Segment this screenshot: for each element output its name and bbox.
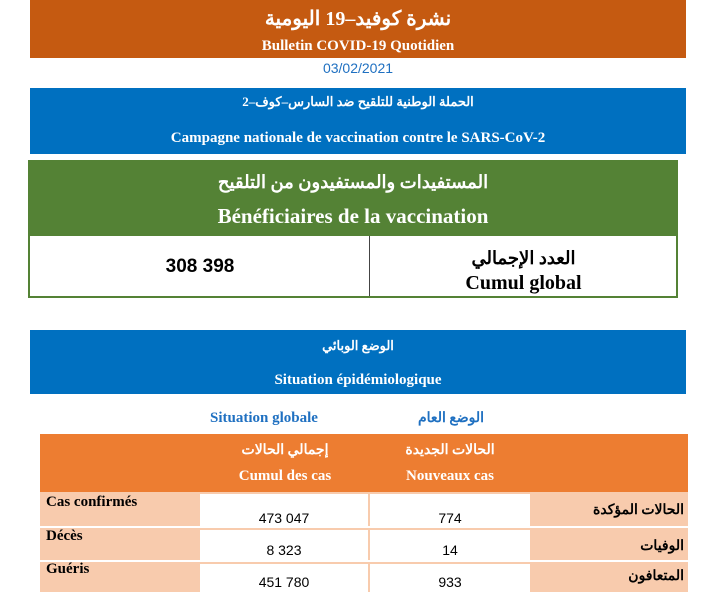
campaign-title-arabic: الحملة الوطنية للتلقيح ضد السارس–كوف–2: [242, 94, 474, 109]
row-new-value: 933: [438, 574, 462, 590]
row-label-french: Guéris: [46, 561, 90, 577]
epidemiological-title-arabic: الوضع الوبائي: [322, 338, 394, 353]
row-label-french: Cas confirmés: [46, 494, 138, 510]
beneficiaries-title-arabic: المستفيدات والمستفيدون من التلقيح: [217, 172, 489, 192]
beneficiaries-total-value: 308 398: [165, 256, 235, 277]
row-label-arabic: المتعافون: [628, 569, 684, 584]
row-cumul-value: 8 323: [266, 542, 302, 558]
bulletin-date: 03/02/2021: [322, 60, 394, 76]
column-new-french: Nouveaux cas: [406, 468, 494, 484]
global-situation-arabic: الوضع العام: [418, 411, 485, 426]
row-label-arabic: الحالات المؤكدة: [593, 503, 684, 518]
beneficiaries-total-label-french: Cumul global: [465, 272, 582, 294]
row-new-value: 14: [442, 542, 458, 558]
row-new-value: 774: [438, 510, 462, 526]
row-label-french: Décès: [46, 528, 83, 544]
beneficiaries-title-french: Bénéficiaires de la vaccination: [217, 204, 489, 228]
column-new-arabic: الحالات الجديدة: [405, 443, 495, 458]
column-cumul-arabic: إجمالي الحالات: [241, 443, 329, 458]
campaign-title-french: Campagne nationale de vaccination contre le SARS-CoV-2: [170, 130, 546, 146]
bulletin-title-arabic: نشرة كوفيد–19 اليومية: [264, 8, 452, 30]
row-cumul-value: 451 780: [258, 574, 310, 590]
bulletin-title-french: Bulletin COVID-19 Quotidien: [261, 38, 455, 54]
column-cumul-french: Cumul des cas: [238, 468, 332, 484]
row-label-arabic: الوفيات: [640, 539, 684, 554]
epidemiological-title-french: Situation épidémiologique: [274, 372, 442, 388]
row-cumul-value: 473 047: [258, 510, 310, 526]
beneficiaries-total-label-arabic: العدد الإجمالي: [471, 248, 576, 268]
global-situation-french: Situation globale: [210, 410, 318, 426]
